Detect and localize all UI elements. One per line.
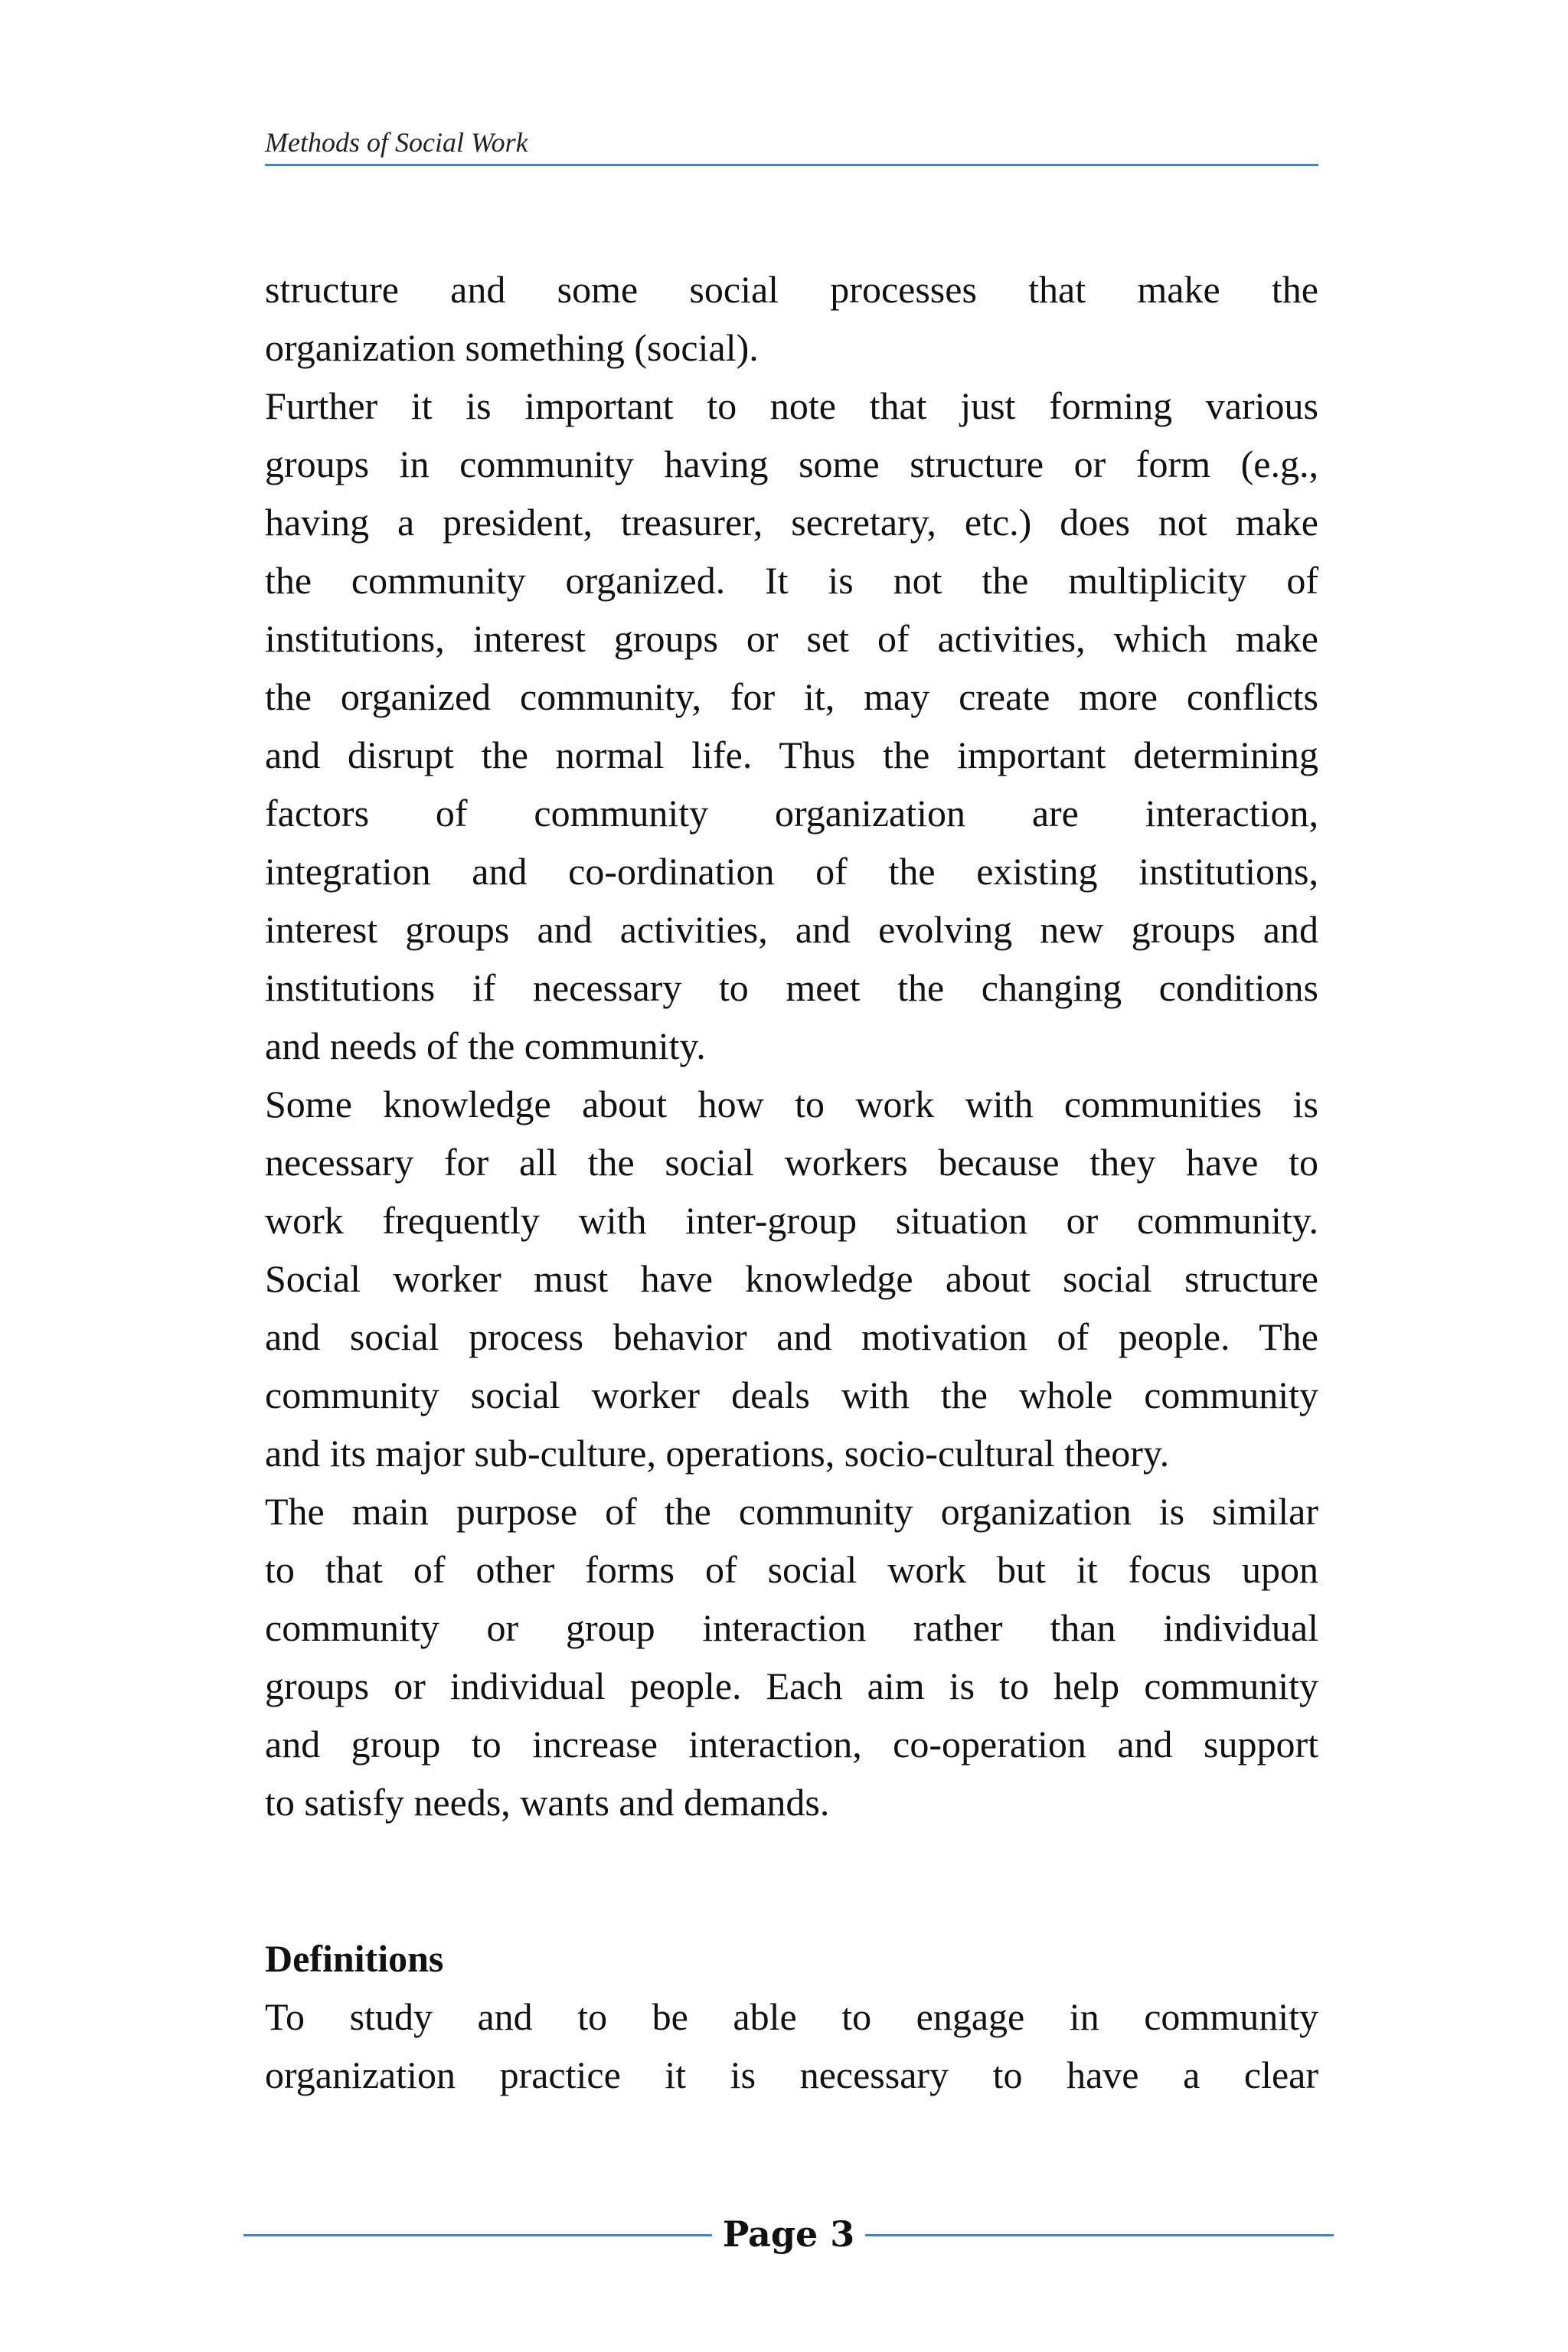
- text-line: groups or individual people. Each aim is to help community: [265, 1664, 1318, 1707]
- text-line: work frequently with inter-group situation or community.: [265, 1199, 1318, 1242]
- header-rule: [265, 164, 1318, 166]
- text-line: institutions if necessary to meet the changing conditions: [265, 966, 1318, 1009]
- text-line: and social process behavior and motivation of people. The: [265, 1315, 1318, 1358]
- text-line: factors of community organization are interaction,: [265, 792, 1318, 835]
- text-line: organization practice it is necessary to have a clear: [265, 2053, 1318, 2096]
- text-line: and group to increase interaction, co-operation and support: [265, 1723, 1318, 1766]
- running-header: Methods of Social Work: [265, 127, 528, 158]
- text-line: groups in community having some structure or form (e.g.,: [265, 443, 1318, 485]
- text-line: structure and some social processes that make the: [265, 268, 1318, 311]
- body-text: [265, 260, 1318, 2104]
- text-line: The main purpose of the community organization is similar: [265, 1490, 1318, 1533]
- text-line: and its major sub-culture, operations, socio-cultural theory.: [265, 1432, 1170, 1475]
- section-spacer: [265, 1831, 1318, 1929]
- text-line: necessary for all the social workers because they have to: [265, 1141, 1318, 1184]
- text-line: having a president, treasurer, secretary, etc.) does not make: [265, 501, 1318, 544]
- text-line: community or group interaction rather than individual: [265, 1606, 1318, 1649]
- text-line: interest groups and activities, and evolving new groups and: [265, 908, 1318, 951]
- text-line: community social worker deals with the whole community: [265, 1374, 1318, 1416]
- text-line: to satisfy needs, wants and demands.: [265, 1781, 830, 1824]
- text-line: To study and to be able to engage in community: [265, 1995, 1318, 2038]
- footer-rule-left: [243, 2234, 712, 2236]
- text-line: organization something (social).: [265, 326, 759, 369]
- text-line: the organized community, for it, may create more conflicts: [265, 675, 1318, 718]
- text-line: Social worker must have knowledge about social structure: [265, 1257, 1318, 1300]
- text-line: and disrupt the normal life. Thus the important determining: [265, 733, 1318, 776]
- text-line: integration and co-ordination of the existing institutions,: [265, 850, 1318, 893]
- page-number: Page 3: [722, 2213, 855, 2255]
- text-line: Some knowledge about how to work with communities is: [265, 1083, 1318, 1125]
- text-line: to that of other forms of social work but it focus upon: [265, 1548, 1318, 1591]
- text-line: Further it is important to note that just forming various: [265, 384, 1318, 427]
- text-line: institutions, interest groups or set of activities, which make: [265, 617, 1318, 660]
- section-heading: Definitions: [265, 1937, 444, 1980]
- text-line: the community organized. It is not the multiplicity of: [265, 559, 1318, 602]
- text-line: and needs of the community.: [265, 1024, 706, 1067]
- footer-rule-right: [865, 2234, 1334, 2236]
